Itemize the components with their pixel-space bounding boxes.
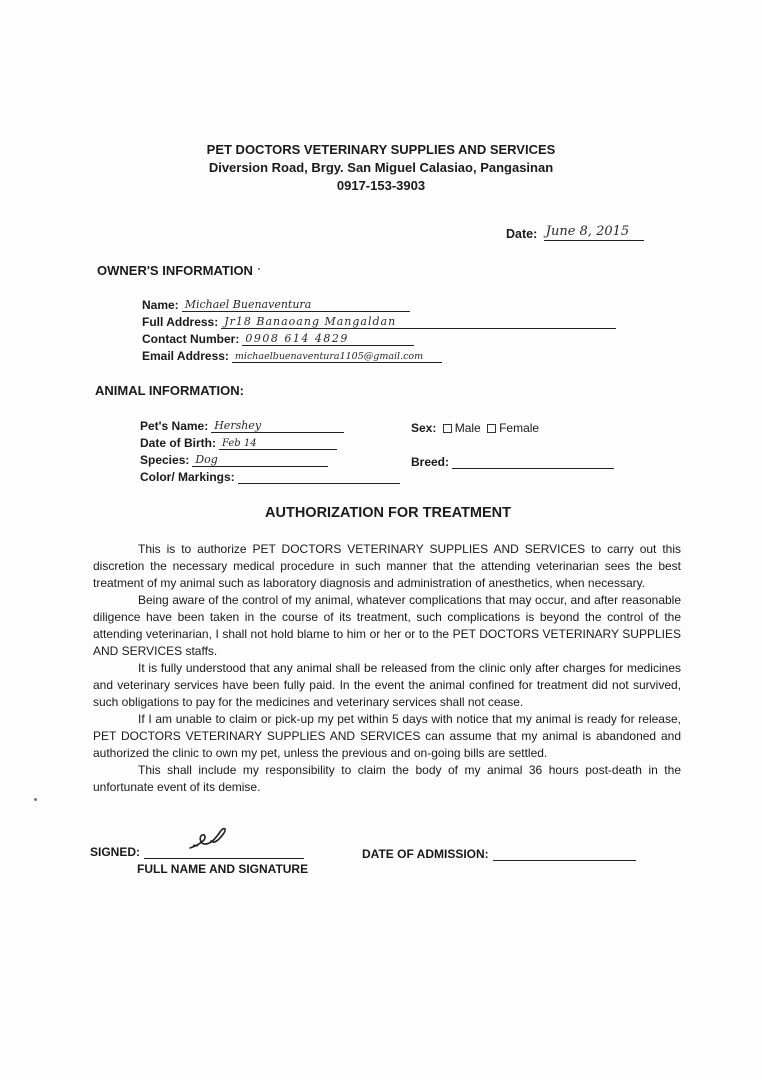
male-label: Male [454, 421, 481, 435]
owner-email-label: Email Address: [142, 349, 229, 363]
breed-label: Breed: [411, 455, 450, 469]
owner-contact-line [242, 332, 414, 346]
admission-date-field [362, 847, 636, 861]
owner-name-label: Name: [142, 298, 179, 312]
stray-dot [34, 798, 37, 801]
company-name: PET DOCTORS VETERINARY SUPPLIES AND SERVICES [206, 142, 556, 157]
color-markings-field [140, 470, 400, 484]
owner-email-value: michaelbuenaventura1105@gmail.com [234, 351, 424, 362]
male-checkbox[interactable] [443, 424, 452, 433]
authorization-title: AUTHORIZATION FOR TREATMENT [265, 505, 511, 521]
owner-address-line [221, 315, 616, 329]
authorization-paragraph: Being aware of the control of my animal, whatever complications that may occur, and after reasonable diligence have been taken in the course of its treatment, such complications is beyond the control of the attending veterinarian, I shall not hold blame to him or her or to the PET DOCTORS VETERINARY SUPPLIES AND SERVICES staffs. [93, 593, 681, 658]
signature-mark [186, 824, 234, 852]
stray-mark [258, 268, 260, 270]
owner-name-line [182, 298, 410, 312]
date-line [544, 226, 644, 241]
breed-line [452, 455, 614, 469]
species-value: Dog [195, 453, 218, 466]
dob-label: Date of Birth: [140, 436, 216, 450]
admission-date-label: DATE OF ADMISSION: [362, 847, 489, 861]
owner-name-field [142, 298, 410, 312]
owner-address-label: Full Address: [142, 315, 219, 329]
owner-email-line [232, 349, 442, 363]
owner-contact-field [142, 332, 414, 346]
dob-value: Feb 14 [222, 438, 257, 449]
owner-contact-value: 0908 614 4829 [245, 332, 349, 345]
authorization-body [93, 541, 681, 796]
company-phone: 0917-153-3903 [336, 178, 426, 193]
female-label: Female [499, 421, 540, 435]
date-value: June 8, 2015 [545, 224, 630, 239]
letterhead [0, 141, 762, 195]
species-label: Species: [140, 453, 190, 467]
animal-section-title: ANIMAL INFORMATION: [95, 383, 244, 398]
dob-field [140, 436, 337, 450]
female-checkbox[interactable] [487, 424, 496, 433]
authorization-paragraph: It is fully understood that any animal shall be released from the clinic only after charges for medicines and veterinary services have been fully paid. In the event the animal confined for treatment did not survived, such obligations to pay for the medicines and veterinary services shall not cease. [93, 661, 681, 709]
date-field [506, 226, 644, 241]
color-markings-line [238, 470, 400, 484]
signed-field [90, 845, 304, 859]
sex-field [411, 421, 539, 435]
admission-date-line [493, 847, 636, 861]
pet-name-label: Pet's Name: [140, 419, 209, 433]
breed-field [411, 455, 614, 469]
species-field [140, 453, 328, 467]
owner-contact-label: Contact Number: [142, 332, 240, 346]
full-name-label: FULL NAME AND SIGNATURE [137, 862, 309, 876]
authorization-paragraph: This shall include my responsibility to claim the body of my animal 36 hours post-death in the unfortunate event of its demise. [93, 763, 681, 794]
dob-line [219, 436, 337, 450]
company-address: Diversion Road, Brgy. San Miguel Calasiao, Pangasinan [208, 160, 554, 175]
signed-label: SIGNED: [90, 845, 141, 859]
owner-email-field [142, 349, 442, 363]
color-markings-label: Color/ Markings: [140, 470, 235, 484]
authorization-paragraph: This is to authorize PET DOCTORS VETERINARY SUPPLIES AND SERVICES to carry out this discretion the necessary medical procedure in such manner that the attending veterinarian sees the best treatment of my animal such as laboratory diagnosis and administration of anesthetics, when necessary. [93, 542, 681, 590]
pet-name-value: Hershey [214, 419, 262, 432]
pet-name-line [211, 419, 344, 433]
species-line [192, 453, 328, 467]
owner-address-value: Jr18 Banaoang Mangaldan [224, 315, 397, 328]
sex-label: Sex: [411, 421, 437, 435]
authorization-paragraph: If I am unable to claim or pick-up my pet within 5 days with notice that my animal is ready for release, PET DOCTORS VETERINARY SUPPLIES AND SERVICES can assume that my animal is abandoned and authorized the clinic to own my pet, unless the previous and on-going bills are settled. [93, 712, 681, 760]
owner-name-value: Michael Buenaventura [184, 298, 312, 311]
owner-section-title: OWNER'S INFORMATION [97, 263, 253, 278]
date-label: Date: [506, 227, 538, 241]
owner-address-field [142, 315, 616, 329]
pet-name-field [140, 419, 344, 433]
signature-line [144, 845, 304, 859]
